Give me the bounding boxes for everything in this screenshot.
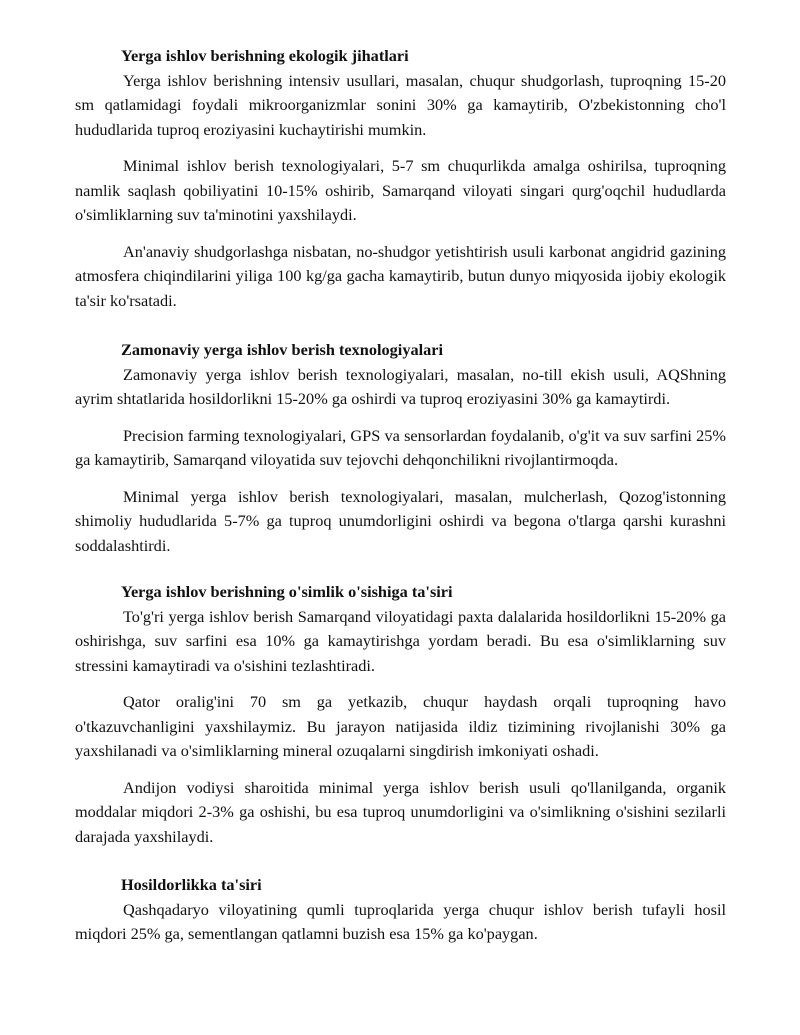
section-heading: Yerga ishlov berishning o'simlik o'sishiga ta'siri	[121, 582, 453, 601]
paragraph: Andijon vodiysi sharoitida minimal yerga ishlov berish usuli qo'llanilganda, organik moddalar miqdori 2-3% ga oshishi, bu esa tuproq unumdorligini va o'simlikning o'sishini sezilarli darajada yaxshilaydi.	[75, 777, 726, 846]
paragraph: Qator oralig'ini 70 sm ga yetkazib, chuqur haydash orqali tuproqning havo o'tkazuvchanligini yaxshilaymiz. Bu jarayon natijasida ildiz tizimining rivojlanishi 30% ga yaxshilanadi va o'simliklarning mineral ozuqalarni singdirish imkoniyati oshadi.	[75, 692, 726, 760]
paragraph: An'anaviy shudgorlashga nisbatan, no-shudgor yetishtirish usuli karbonat angidrid gazining atmosfera chiqindilarini yiliga 100 kg/ga gacha kamaytirib, butun dunyo miqyosida ijobiy ekologik ta'sir ko'rsatadi.	[75, 241, 726, 310]
paragraph: Minimal yerga ishlov berish texnologiyalari, masalan, mulcherlash, Qozog'istonning shimoliy hududlarida 5-7% ga tuproq unumdorligini oshirdi va begona o'tlarga qarshi kurashni soddalashtirdi.	[75, 486, 726, 555]
paragraph: Qashqadaryo viloyatining qumli tuproqlarida yerga chuqur ishlov berish tufayli hosil miqdori 25% ga, sementlangan qatlamni buzish esa 15% ga ko'paygan.	[75, 899, 726, 943]
document-page	[75, 44, 726, 947]
paragraph: Yerga ishlov berishning intensiv usullari, masalan, chuqur shudgorlash, tuproqning 15-20 sm qatlamidagi foydali mikroorganizmlar sonini 30% ga kamaytirib, O'zbekistonning cho'l hududlarida tuproq eroziyasini kuchaytirishi mumkin.	[75, 70, 726, 139]
section-heading: Yerga ishlov berishning ekologik jihatlari	[121, 46, 409, 65]
section-heading: Hosildorlikka ta'siri	[121, 875, 262, 894]
paragraph: Precision farming texnologiyalari, GPS va sensorlardan foydalanib, o'g'it va suv sarfini 25% ga kamaytirib, Samarqand viloyatida suv tejovchi dehqonchilikni rivojlantirmoqda.	[75, 425, 726, 469]
paragraph: Zamonaviy yerga ishlov berish texnologiyalari, masalan, no-till ekish usuli, AQShning ayrim shtatlarida hosildorlikni 15-20% ga oshirdi va tuproq eroziyasini 30% ga kamaytirdi.	[75, 364, 726, 408]
paragraph: To'g'ri yerga ishlov berish Samarqand viloyatidagi paxta dalalarida hosildorlikni 15-20% ga oshirishga, suv sarfini esa 10% ga kamaytirishga yordam beradi. Bu esa o'simliklarning suv stressini kamaytiradi va o'sishini tezlashtiradi.	[75, 606, 726, 675]
paragraph: Minimal ishlov berish texnologiyalari, 5-7 sm chuqurlikda amalga oshirilsa, tuproqning namlik saqlash qobiliyatini 10-15% oshirib, Samarqand viloyati singari qurg'oqchil hududlarda o'simliklarning suv ta'minotini yaxshilaydi.	[75, 156, 726, 224]
section-heading: Zamonaviy yerga ishlov berish texnologiyalari	[121, 340, 444, 359]
